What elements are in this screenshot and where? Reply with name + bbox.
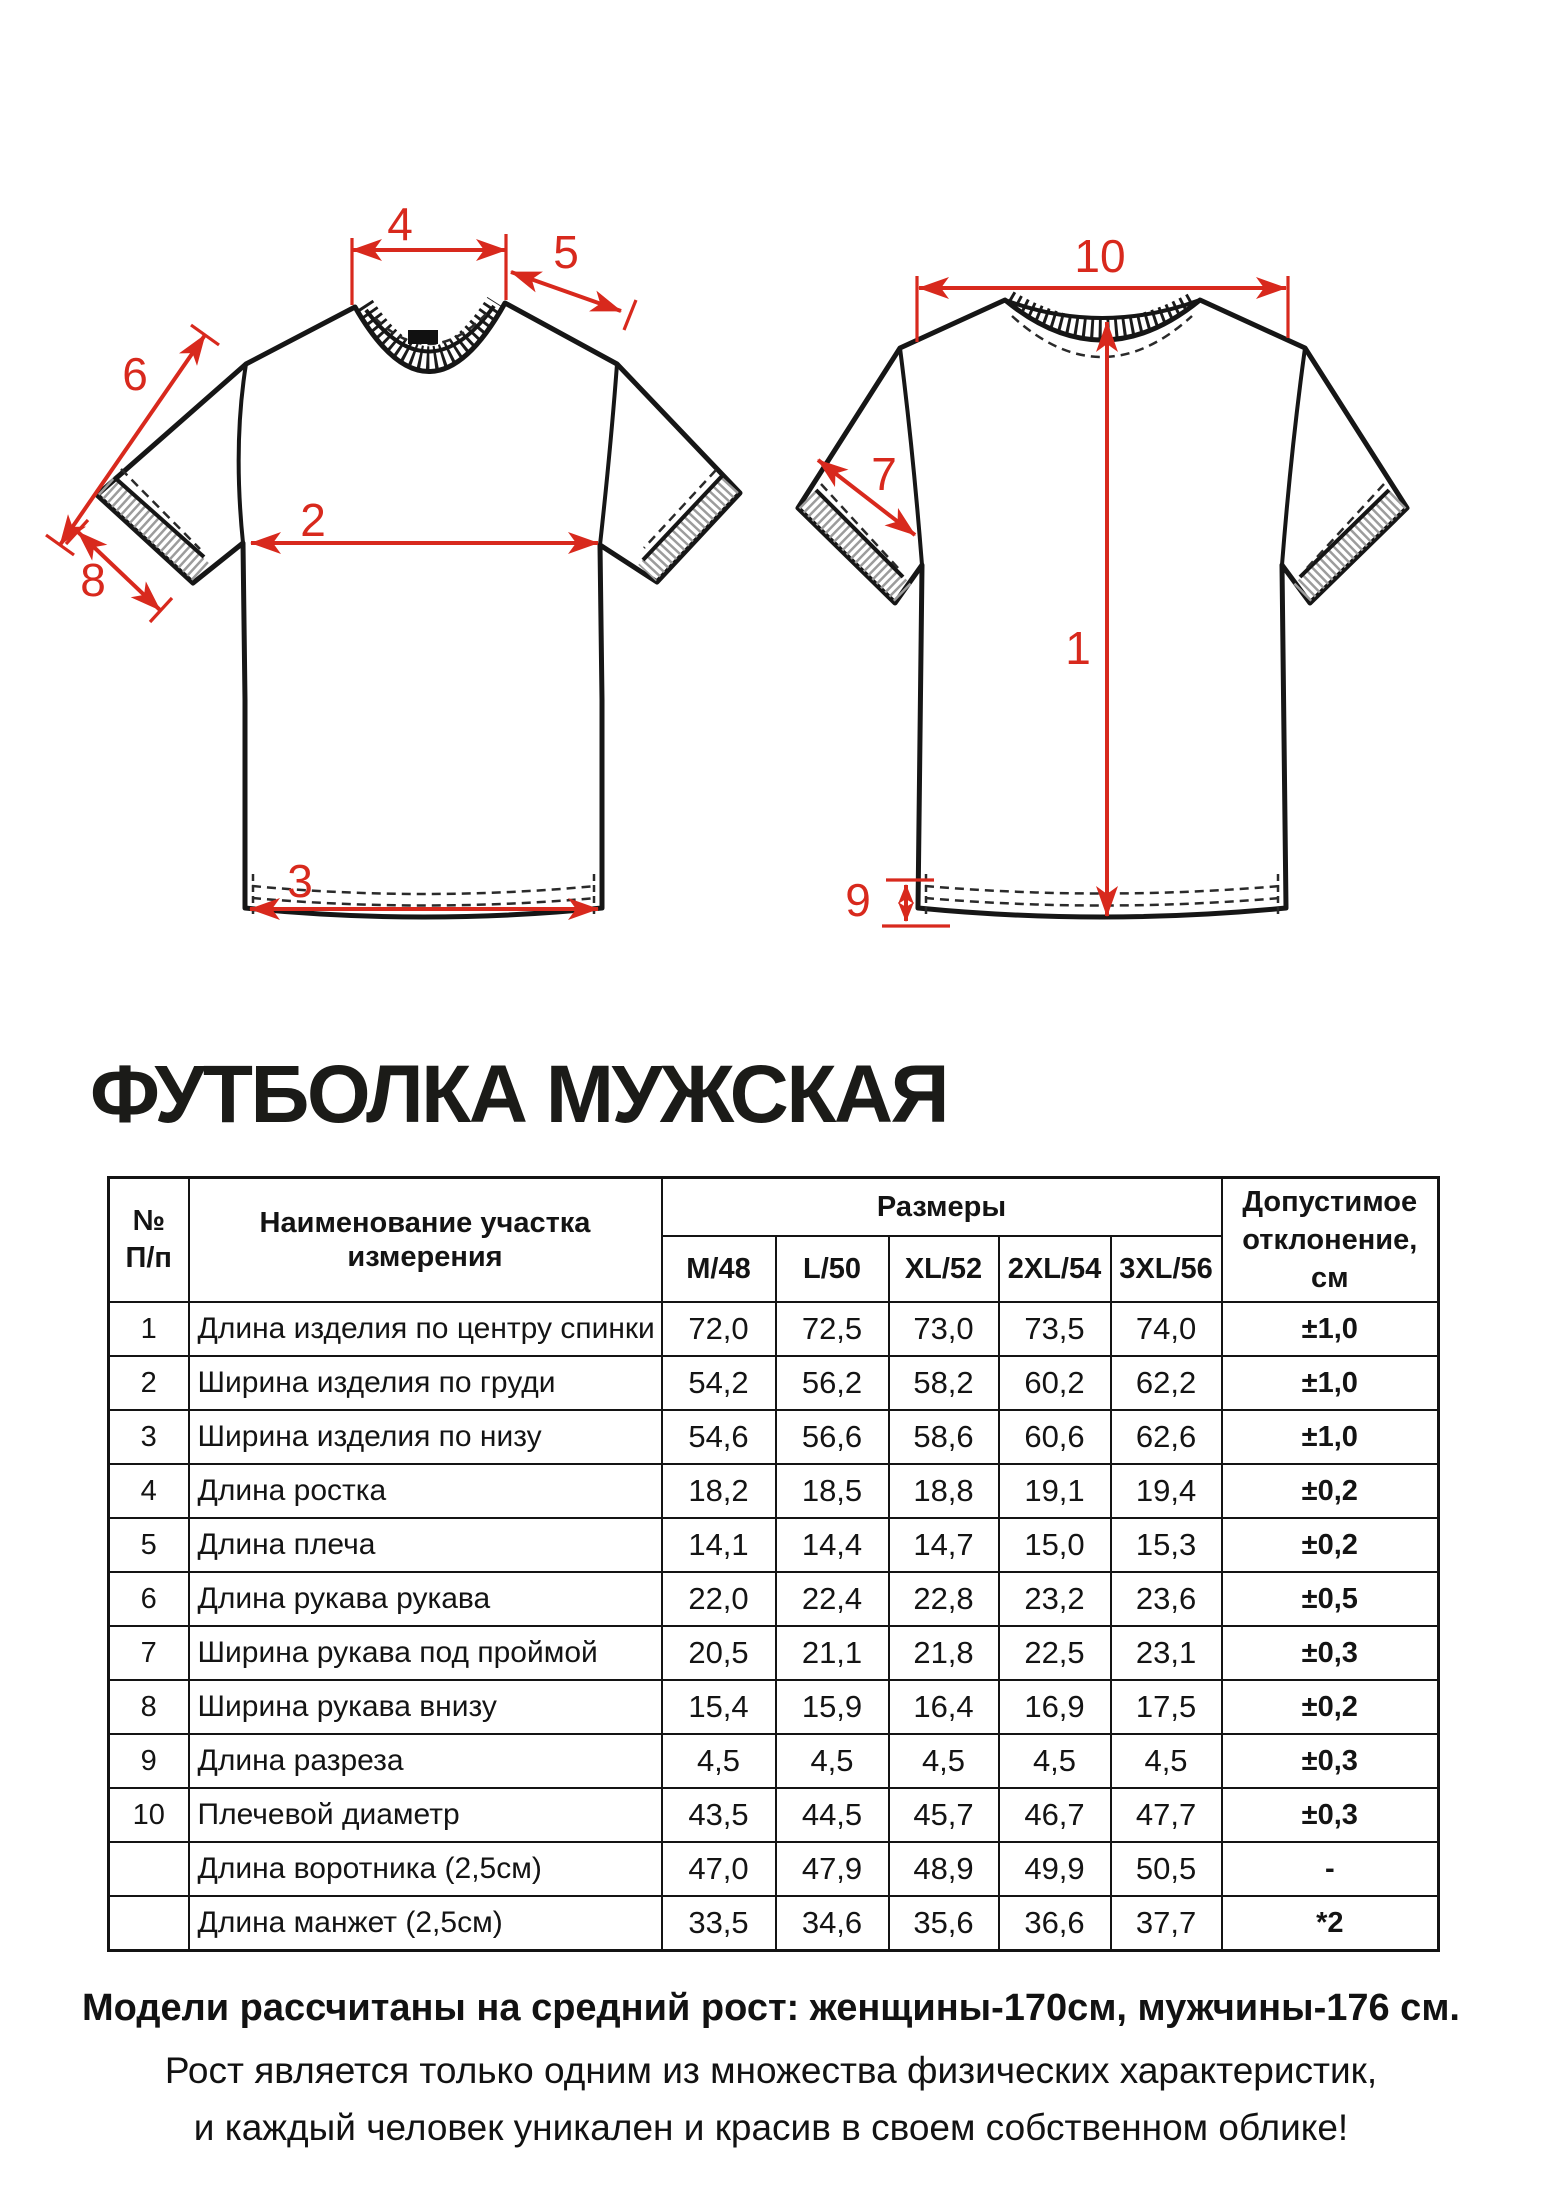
size-value: 58,6 [889, 1410, 999, 1464]
size-value: 35,6 [889, 1896, 999, 1951]
size-value: 15,4 [662, 1680, 776, 1734]
size-value: 23,2 [999, 1572, 1111, 1626]
size-value: 54,6 [662, 1410, 776, 1464]
tolerance-value: *2 [1222, 1896, 1439, 1951]
size-col-header: L/50 [776, 1236, 889, 1302]
row-number: 5 [109, 1518, 189, 1572]
size-value: 22,0 [662, 1572, 776, 1626]
row-number [109, 1842, 189, 1896]
row-number: 7 [109, 1626, 189, 1680]
measurement-name: Длина манжет (2,5см) [189, 1896, 662, 1951]
tolerance-value: ±0,3 [1222, 1626, 1439, 1680]
measurement-name: Длина плеча [189, 1518, 662, 1572]
table-row [109, 1464, 1439, 1518]
size-value: 16,4 [889, 1680, 999, 1734]
table-row [109, 1842, 1439, 1896]
size-value: 4,5 [999, 1734, 1111, 1788]
size-value: 23,1 [1111, 1626, 1222, 1680]
size-value: 33,5 [662, 1896, 776, 1951]
col-header-tolerance-line2: отклонение, [1242, 1224, 1418, 1256]
table-row [109, 1356, 1439, 1410]
size-col-header: 2XL/54 [999, 1236, 1111, 1302]
size-value: 21,8 [889, 1626, 999, 1680]
size-col-header: М/48 [662, 1236, 776, 1302]
measurement-name: Длина разреза [189, 1734, 662, 1788]
size-value: 45,7 [889, 1788, 999, 1842]
size-value: 15,3 [1111, 1518, 1222, 1572]
size-value: 20,5 [662, 1626, 776, 1680]
table-row [109, 1518, 1439, 1572]
size-value: 60,2 [999, 1356, 1111, 1410]
row-number: 6 [109, 1572, 189, 1626]
tolerance-value: ±1,0 [1222, 1356, 1439, 1410]
table-row [109, 1410, 1439, 1464]
table-row [109, 1572, 1439, 1626]
measurement-name: Длина рукава рукава [189, 1572, 662, 1626]
dim-label-9: 9 [845, 874, 871, 926]
size-col-header: 3XL/56 [1111, 1236, 1222, 1302]
size-value: 21,1 [776, 1626, 889, 1680]
size-value: 19,4 [1111, 1464, 1222, 1518]
size-value: 14,7 [889, 1518, 999, 1572]
size-value: 19,1 [999, 1464, 1111, 1518]
back-shirt-outline [798, 300, 1407, 917]
size-value: 47,7 [1111, 1788, 1222, 1842]
col-header-tolerance [1222, 1178, 1439, 1303]
size-value: 22,8 [889, 1572, 999, 1626]
table-row [109, 1626, 1439, 1680]
tolerance-value: ±1,0 [1222, 1410, 1439, 1464]
size-value: 62,6 [1111, 1410, 1222, 1464]
table-row [109, 1680, 1439, 1734]
row-number: 2 [109, 1356, 189, 1410]
footer-line-2: Рост является только одним из множества физических характеристик, [164, 2050, 1378, 2091]
size-value: 49,9 [999, 1842, 1111, 1896]
size-value: 4,5 [662, 1734, 776, 1788]
size-value: 23,6 [1111, 1572, 1222, 1626]
dim-label-2: 2 [300, 494, 326, 546]
table-row [109, 1896, 1439, 1951]
size-value: 44,5 [776, 1788, 889, 1842]
back-shirt-drawing [798, 300, 1407, 917]
size-value: 50,5 [1111, 1842, 1222, 1896]
table-row [109, 1734, 1439, 1788]
size-value: 37,7 [1111, 1896, 1222, 1951]
size-value: 15,9 [776, 1680, 889, 1734]
size-value: 4,5 [889, 1734, 999, 1788]
size-value: 18,8 [889, 1464, 999, 1518]
measurement-name: Плечевой диаметр [189, 1788, 662, 1842]
front-shirt-outline [97, 303, 740, 917]
table-row [109, 1788, 1439, 1842]
size-value: 36,6 [999, 1896, 1111, 1951]
page-title: ФУТБОЛКА МУЖСКАЯ [90, 1049, 948, 1140]
size-value: 15,0 [999, 1518, 1111, 1572]
table-body [109, 1302, 1439, 1951]
table-row [109, 1302, 1439, 1356]
measurement-name: Ширина рукава под проймой [189, 1626, 662, 1680]
col-header-tolerance-line3: см [1310, 1262, 1349, 1294]
row-number: 3 [109, 1410, 189, 1464]
tshirt-measurement-diagram [0, 130, 1542, 980]
size-value: 60,6 [999, 1410, 1111, 1464]
col-header-number-line1: № [132, 1205, 165, 1237]
size-value: 72,0 [662, 1302, 776, 1356]
row-number: 4 [109, 1464, 189, 1518]
size-value: 56,6 [776, 1410, 889, 1464]
dim-label-3: 3 [287, 855, 313, 907]
size-value: 46,7 [999, 1788, 1111, 1842]
dim-label-10: 10 [1074, 230, 1126, 282]
size-value: 58,2 [889, 1356, 999, 1410]
size-value: 4,5 [1111, 1734, 1222, 1788]
size-value: 4,5 [776, 1734, 889, 1788]
size-value: 73,5 [999, 1302, 1111, 1356]
measurement-name: Длина ростка [189, 1464, 662, 1518]
dim-label-8: 8 [80, 554, 106, 606]
size-value: 48,9 [889, 1842, 999, 1896]
measurement-name: Ширина изделия по низу [189, 1410, 662, 1464]
col-header-measurement-name: Наименование участка измерения [189, 1178, 662, 1303]
footer-line-1: Модели рассчитаны на средний рост: женщины-170см, мужчины-176 см. [81, 1987, 1460, 2029]
row-number: 9 [109, 1734, 189, 1788]
dim-label-4: 4 [387, 198, 413, 250]
tolerance-value: ±0,3 [1222, 1788, 1439, 1842]
size-value: 62,2 [1111, 1356, 1222, 1410]
size-value: 17,5 [1111, 1680, 1222, 1734]
size-value: 73,0 [889, 1302, 999, 1356]
size-value: 16,9 [999, 1680, 1111, 1734]
row-number: 8 [109, 1680, 189, 1734]
measurement-name: Длина изделия по центру спинки [189, 1302, 662, 1356]
footer-line-3: и каждый человек уникален и красив в своем собственном облике! [193, 2107, 1349, 2148]
size-value: 22,5 [999, 1626, 1111, 1680]
size-value: 18,5 [776, 1464, 889, 1518]
tolerance-value: ±0,2 [1222, 1518, 1439, 1572]
dim-label-5: 5 [553, 226, 579, 278]
size-value: 72,5 [776, 1302, 889, 1356]
measurement-name: Ширина изделия по груди [189, 1356, 662, 1410]
tolerance-value: ±1,0 [1222, 1302, 1439, 1356]
size-value: 14,4 [776, 1518, 889, 1572]
size-value: 56,2 [776, 1356, 889, 1410]
col-header-sizes-group: Размеры [662, 1178, 1222, 1237]
row-number [109, 1896, 189, 1951]
tolerance-value: - [1222, 1842, 1439, 1896]
neck-label [408, 330, 438, 344]
dim-label-6: 6 [122, 348, 148, 400]
tolerance-value: ±0,2 [1222, 1464, 1439, 1518]
measurement-name: Длина воротника (2,5см) [189, 1842, 662, 1896]
tolerance-value: ±0,2 [1222, 1680, 1439, 1734]
size-value: 47,0 [662, 1842, 776, 1896]
dim-label-1: 1 [1065, 622, 1091, 674]
measurement-name: Ширина рукава внизу [189, 1680, 662, 1734]
size-value: 43,5 [662, 1788, 776, 1842]
col-header-tolerance-line1: Допустимое [1242, 1186, 1418, 1218]
size-value: 54,2 [662, 1356, 776, 1410]
size-value: 22,4 [776, 1572, 889, 1626]
size-value: 14,1 [662, 1518, 776, 1572]
size-value: 47,9 [776, 1842, 889, 1896]
size-value: 34,6 [776, 1896, 889, 1951]
size-value: 18,2 [662, 1464, 776, 1518]
front-shirt-drawing [97, 303, 740, 917]
tolerance-value: ±0,5 [1222, 1572, 1439, 1626]
size-table [107, 1176, 1440, 1952]
footer-note [0, 1982, 1542, 2156]
row-number: 10 [109, 1788, 189, 1842]
row-number: 1 [109, 1302, 189, 1356]
col-header-number-line2: П/п [125, 1242, 172, 1274]
size-value: 74,0 [1111, 1302, 1222, 1356]
dim-label-7: 7 [871, 448, 897, 500]
tolerance-value: ±0,3 [1222, 1734, 1439, 1788]
table-header-row-main [109, 1178, 1439, 1237]
col-header-number [109, 1178, 189, 1303]
size-col-header: XL/52 [889, 1236, 999, 1302]
